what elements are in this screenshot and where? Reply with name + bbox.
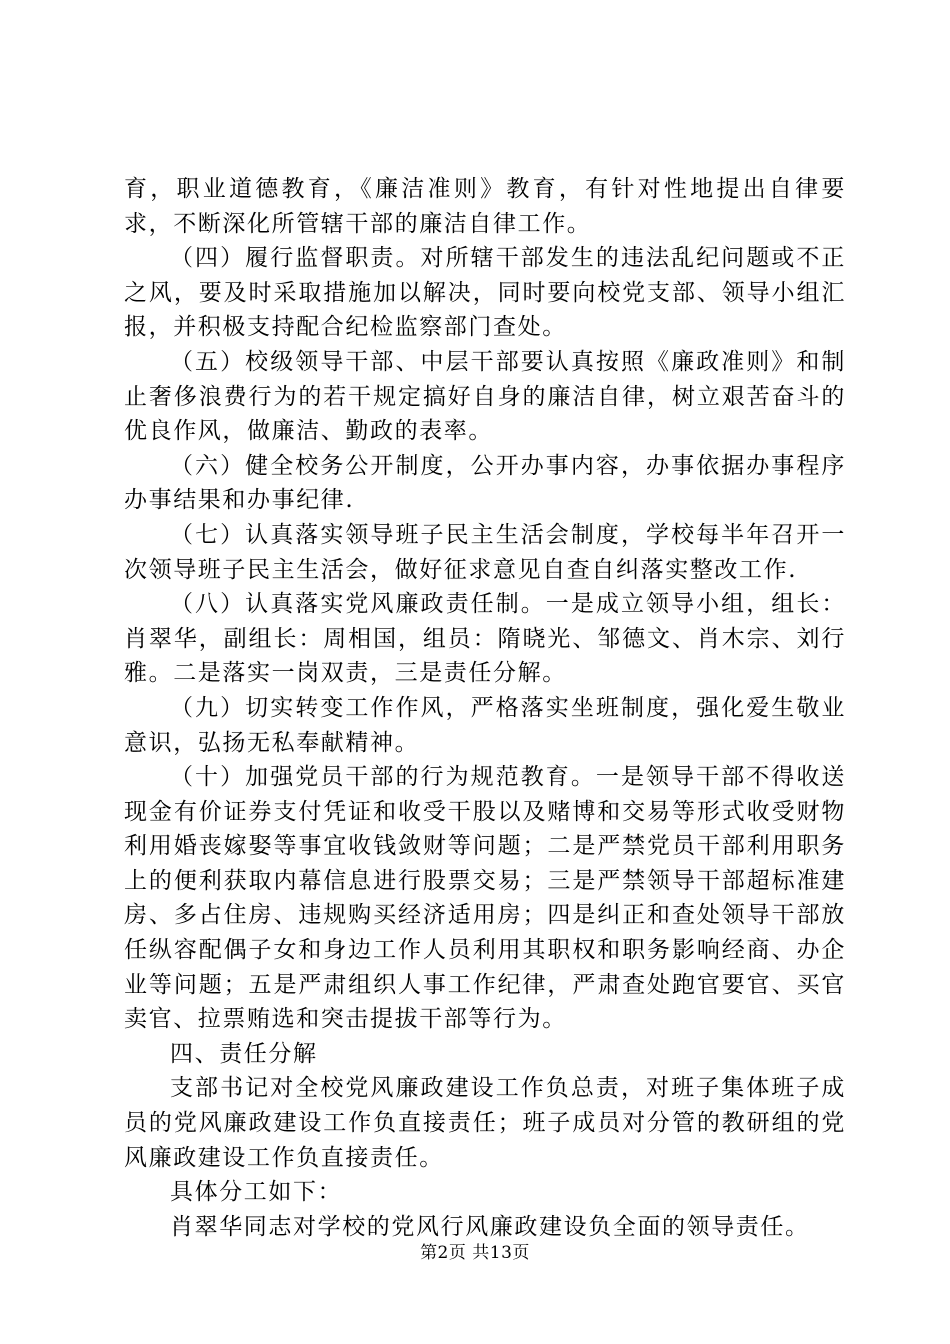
- paragraph-item-4: （四）履行监督职责。对所辖干部发生的违法乱纪问题或不正之风，要及时采取措施加以解决，同时要向校党支部、领导小组汇报，并积极支持配合纪检监察部门查处。: [124, 245, 846, 341]
- section-heading-responsibility: 四、责任分解: [170, 1040, 318, 1067]
- paragraph-item-9: （九）切实转变工作作风，严格落实坐班制度，强化爱生敬业意识，弘扬无私奉献精神。: [124, 694, 846, 756]
- paragraph-continuation: 育，职业道德教育，《廉洁准则》教育，有针对性地提出自律要求，不断深化所管辖干部的廉洁自律工作。: [124, 176, 846, 237]
- paragraph-item-8: （八）认真落实党风廉政责任制。一是成立领导小组，组长：肖翠华，副组长：周相国，组员：隋晓光、邹德文、肖木宗、刘行雅。二是落实一岗双责，三是责任分解。: [124, 591, 846, 687]
- paragraph-item-7: （七）认真落实领导班子民主生活会制度，学校每半年召开一次领导班子民主生活会，做好征求意见自查自纠落实整改工作.: [124, 521, 846, 583]
- paragraph-division-leader: 肖翠华同志对学校的党风行风廉政建设负全面的领导责任。: [170, 1213, 810, 1240]
- document-body: [124, 172, 846, 1244]
- page-number-footer: 第2页 共13页: [420, 1243, 530, 1263]
- paragraph-item-10: （十）加强党员干部的行为规范教育。一是领导干部不得收送现金有价证券支付凭证和收受干股以及赌博和交易等形式收受财物利用婚丧嫁娶等事宜收钱敛财等问题；二是严禁党员干部利用职务上的便利获取内幕信息进行股票交易；三是严禁领导干部超标准建房、多占住房、违规购买经济适用房；四是纠正和查处领导干部放任纵容配偶子女和身边工作人员利用其职权和职务影响经商、办企业等问题；五是严肃组织人事工作纪律，严肃查处跑官要官、买官卖官、拉票贿选和突击提拔干部等行为。: [124, 764, 846, 1033]
- paragraph-division-intro: 具体分工如下：: [170, 1179, 343, 1206]
- paragraph-item-6: （六）健全校务公开制度，公开办事内容，办事依据办事程序办事结果和办事纪律.: [124, 452, 846, 514]
- paragraph-responsibility: 支部书记对全校党风廉政建设工作负总责，对班子集体班子成员的党风廉政建设工作负直接责任；班子成员对分管的教研组的党风廉政建设工作负直接责任。: [124, 1075, 846, 1171]
- paragraph-item-5: （五）校级领导干部、中层干部要认真按照《廉政准则》和制止奢侈浪费行为的若干规定搞好自身的廉洁自律，树立艰苦奋斗的优良作风，做廉洁、勤政的表率。: [124, 348, 846, 445]
